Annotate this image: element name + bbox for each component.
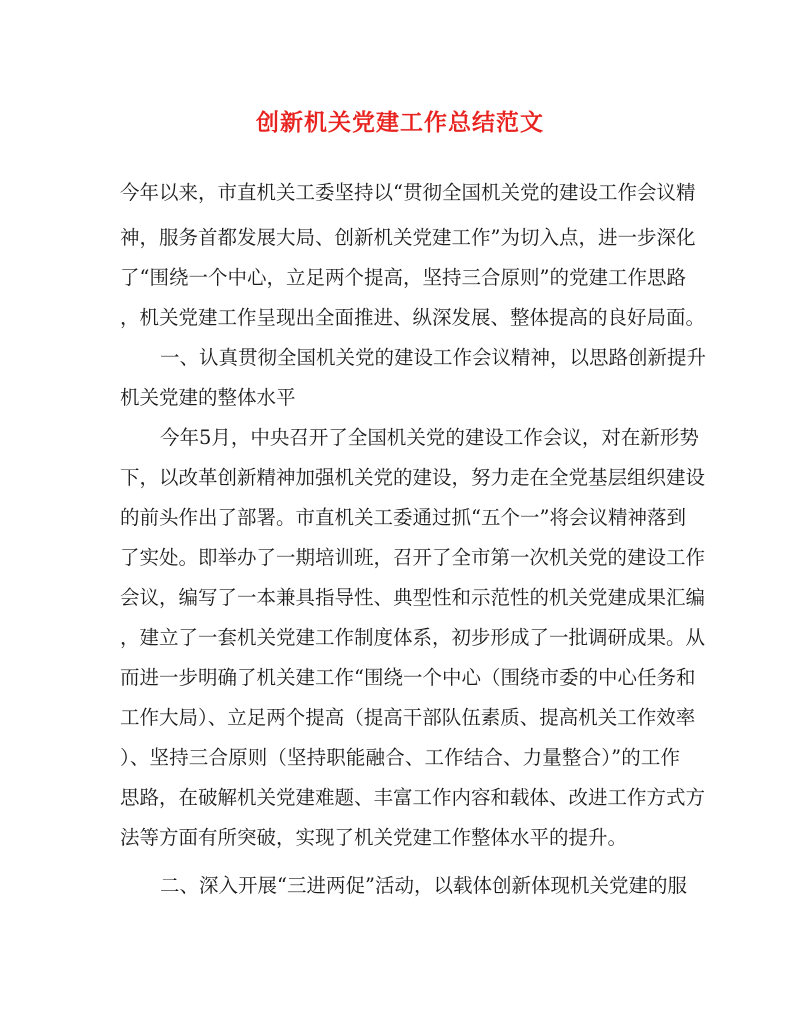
paragraph-line: ，机关党建工作呈现出全面推进、纵深发展、整体提高的良好局面。 [120, 306, 706, 329]
paragraph-line: ）、坚持三合原则（坚持职能融合、工作结合、力量整合）”的工作 [120, 746, 680, 769]
section-heading-line: 一、认真贯彻全国机关党的建设工作会议精神，以思路创新提升 [160, 346, 707, 369]
paragraph-line: 工作大局）、立足两个提高（提高干部队伍素质、提高机关工作效率 [120, 706, 696, 729]
paragraph-line: 了“围绕一个中心，立足两个提高，坚持三合原则”的党建工作思路 [120, 266, 686, 289]
paragraph-line: 而进一步明确了机关建工作“围绕一个中心（围绕市委的中心任务和 [120, 666, 696, 689]
paragraph-line: 了实处。即举办了一期培训班，召开了全市第一次机关党的建设工作 [120, 546, 706, 569]
paragraph-line: ，建立了一套机关党建工作制度体系，初步形成了一批调研成果。从 [120, 626, 706, 649]
paragraph-line: 的前头作出了部署。市直机关工委通过抓“五个一”将会议精神落到 [120, 506, 686, 529]
paragraph-line: 会议，编写了一本兼具指导性、典型性和示范性的机关党建成果汇编 [120, 586, 706, 609]
paragraph-line: 今年以来，市直机关工委坚持以“贯彻全国机关党的建设工作会议精 [120, 181, 696, 204]
paragraph-line: 今年5月，中央召开了全国机关党的建设工作会议，对在新形势 [160, 426, 699, 449]
document-title: 创新机关党建工作总结范文 [256, 109, 544, 136]
paragraph-line: 思路，在破解机关党建难题、丰富工作内容和载体、改进工作方式方 [120, 786, 706, 809]
section-heading-line: 机关党建的整体水平 [120, 386, 296, 409]
paragraph-line: 神，服务首都发展大局、创新机关党建工作”为切入点，进一步深化 [120, 226, 696, 249]
section-heading-line: 二、深入开展“三进两促”活动，以载体创新体现机关党建的服 [160, 874, 687, 897]
paragraph-line: 下，以改革创新精神加强机关党的建设，努力走在全党基层组织建设 [120, 466, 706, 489]
paragraph-line: 法等方面有所突破，实现了机关党建工作整体水平的提升。 [120, 826, 628, 849]
